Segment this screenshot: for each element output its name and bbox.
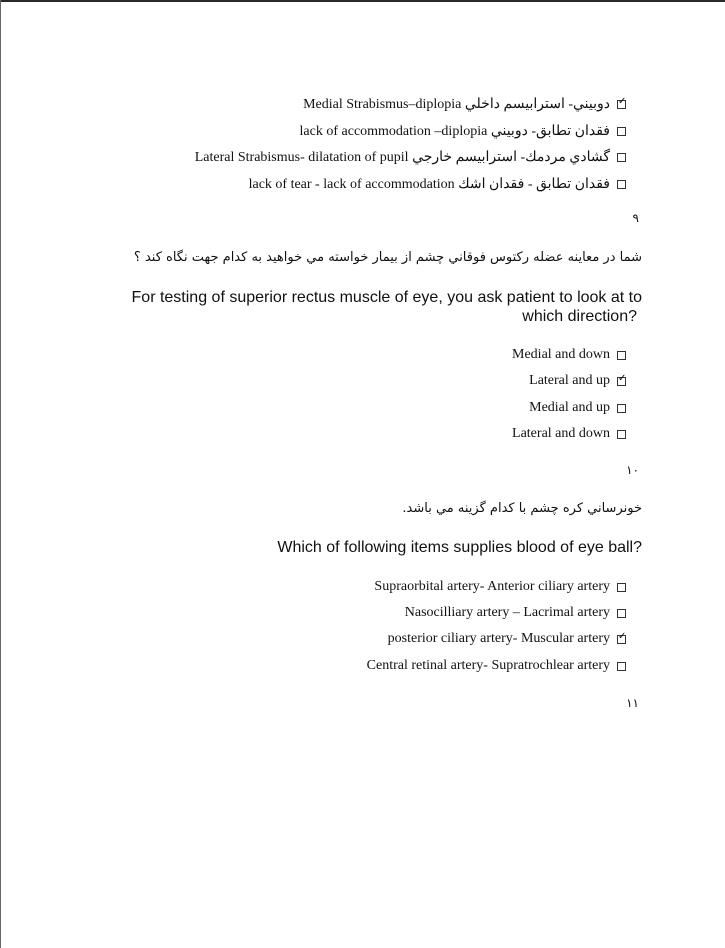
q8-option-2-checkbox[interactable] bbox=[617, 127, 626, 136]
q8-option-1-checkbox[interactable] bbox=[617, 100, 626, 109]
q10-option-2-label: Nasocilliary artery – Lacrimal artery bbox=[404, 605, 610, 620]
q11-number: ۱۱ bbox=[626, 696, 639, 710]
q8-option-3-label: Lateral Strabismus- dilatation of pupil گشادي مردمك- استرابيسم خارجي bbox=[194, 149, 610, 165]
q9-option-1-label: Medial and down bbox=[512, 347, 610, 362]
q10-option-4[interactable] bbox=[367, 656, 626, 676]
q9-option-3[interactable] bbox=[529, 398, 626, 418]
q10-option-4-checkbox[interactable] bbox=[617, 662, 626, 671]
q8-option-4-label: lack of tear - lack of accommodation فقدان تطابق - فقدان اشك bbox=[248, 176, 610, 192]
q10-english-text: Which of following items supplies blood of eye ball? bbox=[277, 539, 642, 556]
q8-option-1-label: Medial Strabismus–diplopia دوبيني- استرابيسم داخلي bbox=[303, 96, 610, 112]
q8-option-4-checkbox[interactable] bbox=[617, 180, 626, 189]
q9-option-1[interactable] bbox=[512, 345, 626, 365]
q9-option-4[interactable] bbox=[512, 424, 626, 444]
q9-option-2[interactable] bbox=[529, 371, 626, 391]
page-left-edge bbox=[0, 0, 1, 948]
q9-english-line-2: which direction? bbox=[522, 308, 637, 325]
q8-option-2-label: lack of accommodation –diplopia فقدان تطابق- دوبيني bbox=[299, 123, 610, 139]
q10-option-1-label: Supraorbital artery- Anterior ciliary artery bbox=[374, 579, 610, 594]
q9-option-2-label: Lateral and up bbox=[529, 373, 610, 388]
q10-option-3-label: posterior ciliary artery- Muscular artery bbox=[387, 631, 610, 646]
q8-option-3[interactable] bbox=[195, 147, 626, 167]
q10-option-2-checkbox[interactable] bbox=[617, 609, 626, 618]
q8-option-2[interactable] bbox=[300, 121, 626, 141]
q8-option-3-checkbox[interactable] bbox=[617, 153, 626, 162]
q10-option-3[interactable] bbox=[388, 629, 626, 649]
q10-option-2[interactable] bbox=[405, 603, 626, 623]
q9-option-3-checkbox[interactable] bbox=[617, 404, 626, 413]
q10-option-4-label: Central retinal artery- Supratrochlear artery bbox=[366, 658, 610, 673]
q10-option-1[interactable] bbox=[374, 577, 626, 597]
q9-number: ۹ bbox=[632, 211, 639, 225]
q9-option-4-checkbox[interactable] bbox=[617, 430, 626, 439]
page-top-edge bbox=[0, 0, 725, 2]
q10-option-3-checkbox[interactable] bbox=[617, 635, 626, 644]
q9-option-1-checkbox[interactable] bbox=[617, 351, 626, 360]
q9-option-2-checkbox[interactable] bbox=[617, 377, 626, 386]
q9-english-line-1: For testing of superior rectus muscle of eye, you ask patient to look at to bbox=[131, 289, 642, 306]
q9-option-3-label: Medial and up bbox=[529, 400, 610, 415]
q9-option-4-label: Lateral and down bbox=[512, 426, 610, 441]
q10-persian-text: خونرساني كره چشم با كدام گزينه مي باشد. bbox=[402, 501, 642, 516]
q10-number: ۱۰ bbox=[626, 463, 639, 477]
q10-option-1-checkbox[interactable] bbox=[617, 583, 626, 592]
q8-option-4[interactable] bbox=[249, 174, 626, 194]
q9-persian-text: شما در معاينه عضله ركتوس فوقاني چشم از بيمار خواسته مي خواهيد به كدام جهت نگاه كند ؟ bbox=[133, 250, 642, 265]
q8-option-1[interactable] bbox=[303, 94, 626, 114]
